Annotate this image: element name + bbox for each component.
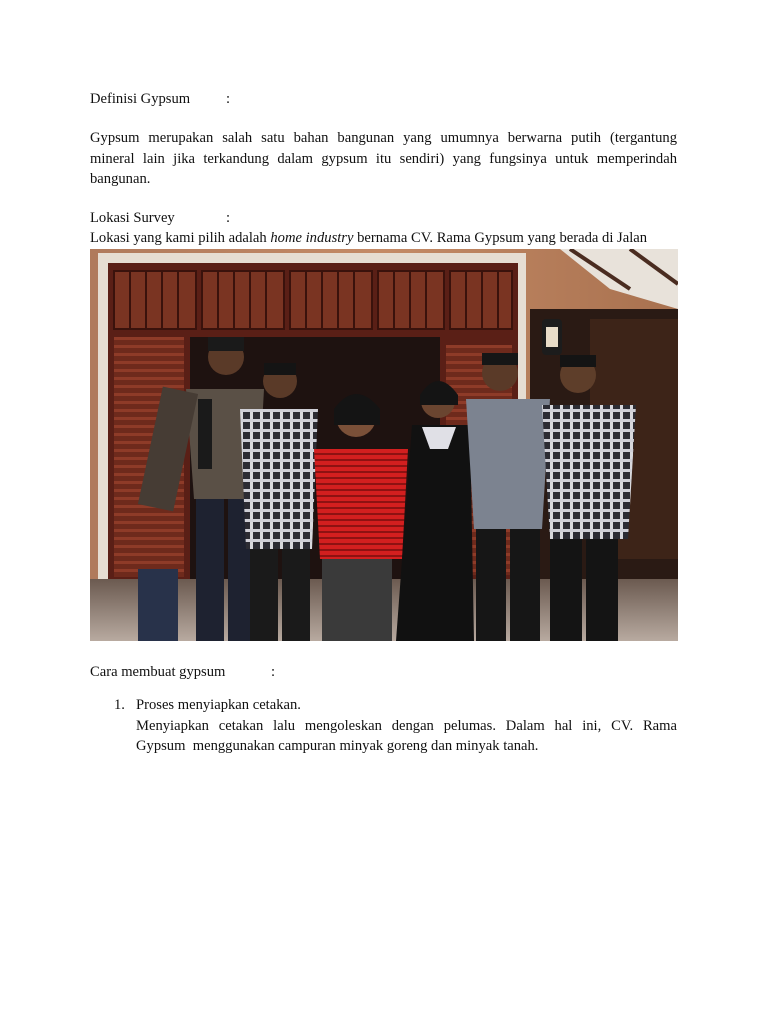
- lokasi-text-italic: home industry: [270, 230, 354, 246]
- group-photo: [90, 249, 678, 641]
- lokasi-text: [90, 228, 647, 248]
- step-1-number: 1.: [114, 697, 125, 713]
- lokasi-text-before: Lokasi yang kami pilih adalah: [90, 230, 271, 246]
- definisi-line-3: bangunan.: [90, 171, 151, 187]
- cara-colon: :: [271, 664, 276, 680]
- definisi-line-2: mineral lain jika terkandung dalam gypsum itu sendiri) yang fungsinya untuk memperindah: [90, 150, 677, 167]
- step-1-body: [136, 695, 677, 757]
- lokasi-colon: :: [226, 210, 231, 226]
- definisi-colon: :: [226, 91, 231, 107]
- cara-heading: Cara membuat gypsum: [90, 664, 226, 680]
- definisi-paragraph: [90, 128, 677, 190]
- definisi-heading: Definisi Gypsum: [90, 91, 191, 107]
- step-1-line-2: Gypsum menggunakan campuran minyak goreng dan minyak tanah.: [136, 738, 539, 754]
- step-1-title: Proses menyiapkan cetakan.: [136, 697, 301, 713]
- definisi-line-1: Gypsum merupakan salah satu bahan bangunan yang umumnya berwarna putih (tergantung: [90, 130, 677, 146]
- lokasi-heading: Lokasi Survey: [90, 210, 175, 226]
- lokasi-text-after: bernama CV. Rama Gypsum yang berada di Jalan: [353, 230, 648, 246]
- step-1-line-1: Menyiapkan cetakan lalu mengoleskan dengan pelumas. Dalam hal ini, CV. Rama: [136, 717, 677, 734]
